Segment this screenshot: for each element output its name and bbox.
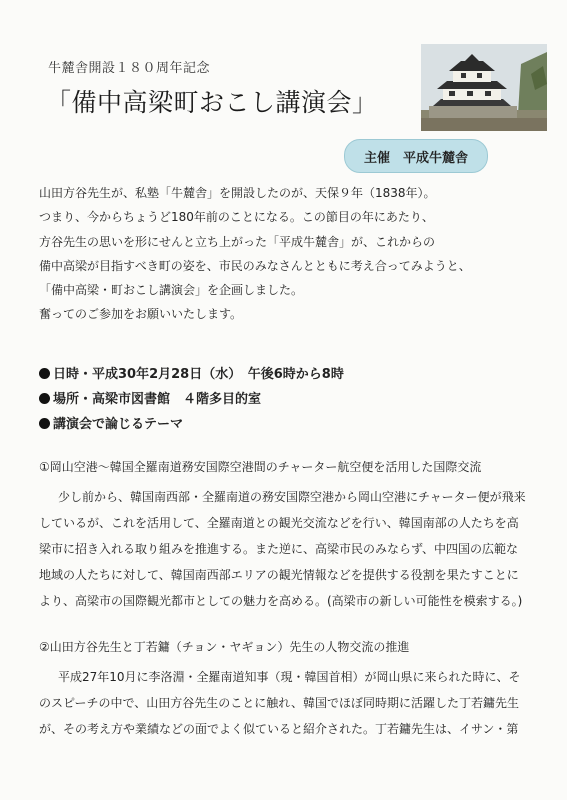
event-theme-row bbox=[39, 412, 539, 437]
topic-heading: ①岡山空港～韓国全羅南道務安国際空港間のチャーター航空便を活用した国際交流 bbox=[39, 460, 482, 474]
topic-line: のスピーチの中で、山田方谷先生のことに触れ、韓国でほぼ同時期に活躍した丁若鏞先生 bbox=[39, 696, 520, 710]
castle-photo bbox=[421, 44, 547, 131]
topic-line: 梁市に招き入れる取り組みを推進する。また逆に、高梁市民のみならず、中四国の広範な bbox=[39, 542, 519, 556]
event-info bbox=[39, 362, 539, 437]
topic-line: より、高梁市の国際観光都市としての魅力を高める。(高梁市の新しい可能性を模索する。) bbox=[39, 594, 523, 608]
event-place-row bbox=[39, 387, 539, 412]
event-title: 「備中高梁町おこし講演会」 bbox=[46, 88, 378, 117]
topic-line: しているが、これを活用して、全羅南道との観光交流などを行い、韓国南部の人たちを高 bbox=[39, 516, 519, 530]
intro-line: 方谷先生の思いを形にせんと立ち上がった「平成牛麓舎」が、これからの bbox=[39, 234, 436, 249]
topic-2 bbox=[39, 636, 544, 742]
intro-line: 備中高梁が目指すべき町の姿を、市民のみなさんとともに考え合ってみようと、 bbox=[39, 258, 471, 273]
organizer-badge: 主催 平成牛麓舎 bbox=[344, 139, 488, 173]
event-place: 場所・高梁市図書館 ４階多目的室 bbox=[53, 392, 262, 407]
topic-line: 少し前から、韓国南西部・全羅南道の務安国際空港から岡山空港にチャーター便が飛来 bbox=[58, 490, 526, 504]
anniversary-subtitle: 牛麓舎開設１８０周年記念 bbox=[48, 61, 211, 76]
topic-heading: ②山田方谷先生と丁若鏞（チョン・ヤギョン）先生の人物交流の推進 bbox=[39, 640, 410, 654]
topic-line: 平成27年10月に李洛淵・全羅南道知事（現・韓国首相）が岡山県に来られた時に、そ bbox=[58, 670, 521, 684]
intro-line: 奮ってのご参加をお願いいたします。 bbox=[39, 307, 243, 322]
topic-1 bbox=[39, 456, 544, 614]
bullet-icon bbox=[39, 418, 50, 429]
topic-body bbox=[39, 484, 544, 614]
intro-line: 山田方谷先生が、私塾「牛麓舎」を開設したのが、天保９年（1838年）。 bbox=[39, 186, 436, 200]
event-date-row bbox=[39, 362, 539, 387]
intro-line: つまり、今からちょうど180年前のことになる。この節目の年にあたり、 bbox=[39, 210, 434, 225]
bullet-icon bbox=[39, 393, 50, 404]
topic-line: が、その考え方や業績などの面でよく似ていると紹介された。丁若鏞先生は、イサン・第 bbox=[39, 722, 519, 736]
intro-paragraph bbox=[39, 181, 539, 327]
topic-body bbox=[39, 664, 544, 742]
event-theme: 講演会で論じるテーマ bbox=[53, 417, 184, 432]
bullet-icon bbox=[39, 368, 50, 379]
intro-line: 「備中高梁・町おこし講演会」を企画しました。 bbox=[39, 283, 304, 298]
event-date: 日時・平成30年2月28日（水） 午後6時から8時 bbox=[53, 367, 344, 382]
topic-line: 地域の人たちに対して、韓国南西部エリアの観光情報などを提供する役割を果たすことに bbox=[39, 568, 519, 582]
